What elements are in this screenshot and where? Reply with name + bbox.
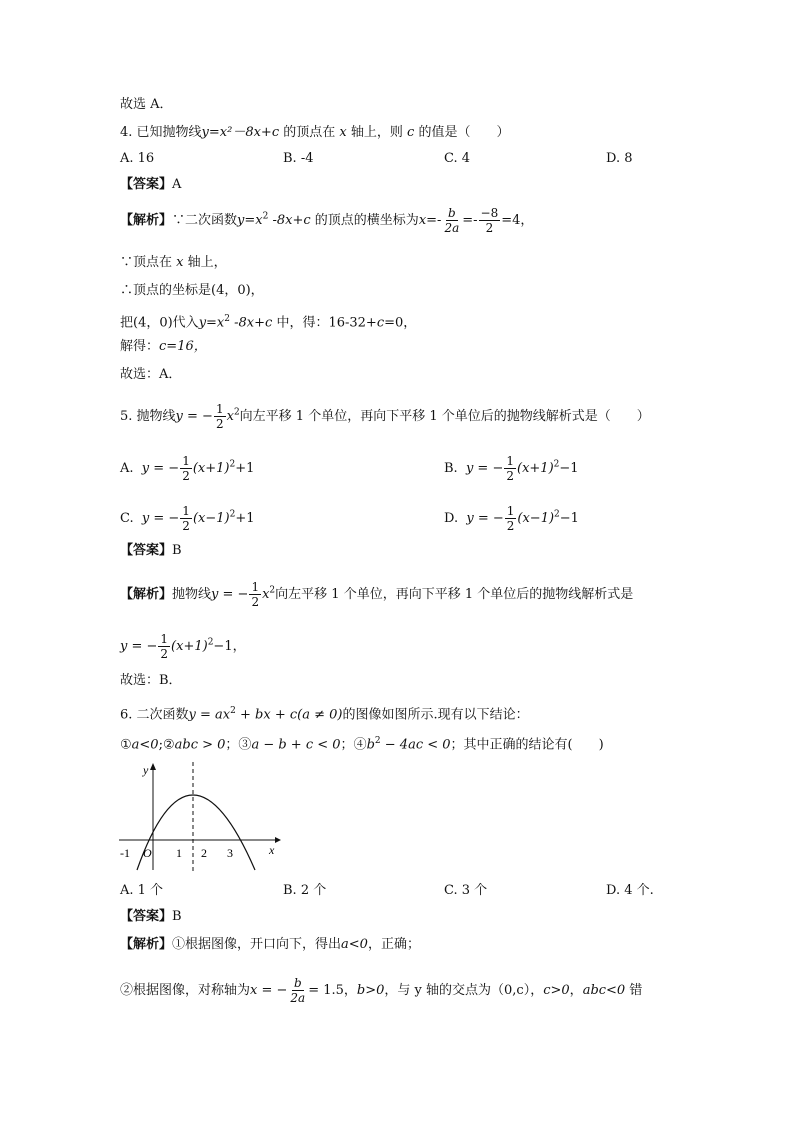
x-label: x xyxy=(269,843,275,857)
q6-conclusions: ①a<0;②abc > 0；③a − b + c < 0；$④b^2 - 4ac < 0$；其中正确的结论有( ) xyxy=(120,736,604,753)
q5-analysis-eq: y = − $\frac{1}{2}$ $(x+1)^2-1$， xyxy=(120,632,246,661)
q4-answer: 【答案】A xyxy=(120,177,182,192)
q4-option-b: B. -4 xyxy=(283,151,314,166)
q5-option-c: C. y = − $\frac{1}{2}$ $(x-1)^2+1$ xyxy=(120,504,255,533)
q4-analysis-line1: 【解析】∵二次函数$y=x^2$ -8x+c 的顶点的横坐标为x=- $\frac{b}{2a}$ =- $\frac{-8}{2}$ =4， xyxy=(120,206,534,235)
q4-option-d: D. 8 xyxy=(606,151,633,166)
q5-option-a: A. y = − $\frac{1}{2}$ $(x+1)^2+1$ xyxy=(120,454,255,483)
q4-frac-b-2a: $\frac{b}{2a}$ xyxy=(444,206,460,235)
q6-option-b: B. 2 个 xyxy=(283,883,327,898)
q6-analysis-2: ②根据图像，对称轴为x = − $\frac{b}{2a}$ = 1.5，b>0，与 y 轴的交点为（0,c），c>0，abc<0 错 xyxy=(120,976,643,1005)
q5-analysis: 【解析】抛物线y = − $\frac{1}{2}$ $x^2$向左平移 1 个单位，再向下平移 1 个单位后的抛物线解析式是 xyxy=(120,580,634,609)
q4-option-a: A. 16 xyxy=(120,151,155,166)
q6-analysis-1: 【解析】①根据图像，开口向下，得出a<0，正确； xyxy=(120,937,420,952)
y-label: y xyxy=(143,763,149,777)
q5-option-d: D. y = − $\frac{1}{2}$ $(x-1)^2-1$ xyxy=(444,504,579,533)
q6-option-a: A. 1 个 xyxy=(120,883,164,898)
q3-tail: 故选 A． xyxy=(120,97,173,112)
q5-final: 故选：B． xyxy=(120,673,182,688)
x-axis-arrow xyxy=(275,837,281,843)
q4-frac-8-2: $\frac{-8}{2}$ xyxy=(480,206,499,235)
y-axis-arrow xyxy=(150,763,156,770)
q6-option-c: C. 3 个 xyxy=(444,883,488,898)
q4-analysis-line2: ∵顶点在 x 轴上， xyxy=(120,255,227,270)
q4-option-c: C. 4 xyxy=(444,151,471,166)
q4-analysis-line6: 故选：A． xyxy=(120,367,182,382)
q5-option-b: B. y = − $\frac{1}{2}$ $(x+1)^2-1$ xyxy=(444,454,579,483)
tick-2: 2 xyxy=(201,846,207,860)
tick-neg1: -1 xyxy=(120,846,130,860)
tick-3: 3 xyxy=(227,846,233,860)
q4-analysis-line5: 解得：c=16， xyxy=(120,339,207,354)
q6-option-d: D. 4 个. xyxy=(606,883,654,898)
tick-1: 1 xyxy=(176,846,182,860)
q4-analysis-line4: 把(4，0)代入$y=x^2$ -8x+c 中，得：16-32+c=0， xyxy=(120,314,417,331)
q6-stem: 6. 二次函数$y = ax^2$ + bx + c(a ≠ 0)的图像如图所示.现有以下结论： xyxy=(120,706,529,723)
q4-stem: 4. 已知抛物线y=x²－8x+c 的顶点在 x 轴上，则 c 的值是（ ） xyxy=(120,125,510,140)
origin-label: O xyxy=(143,846,152,860)
parabola-curve xyxy=(137,795,255,870)
q4-analysis-line3: ∴顶点的坐标是(4，0)， xyxy=(120,283,264,298)
q5-answer: 【答案】B xyxy=(120,543,182,558)
q6-parabola-graph xyxy=(115,760,285,875)
q5-stem: 5. 抛物线y = − $\frac{1}{2}$ $x^2$向左平移 1 个单位，再向下平移 1 个单位后的抛物线解析式是（ ） xyxy=(120,402,650,431)
q6-answer: 【答案】B xyxy=(120,909,182,924)
